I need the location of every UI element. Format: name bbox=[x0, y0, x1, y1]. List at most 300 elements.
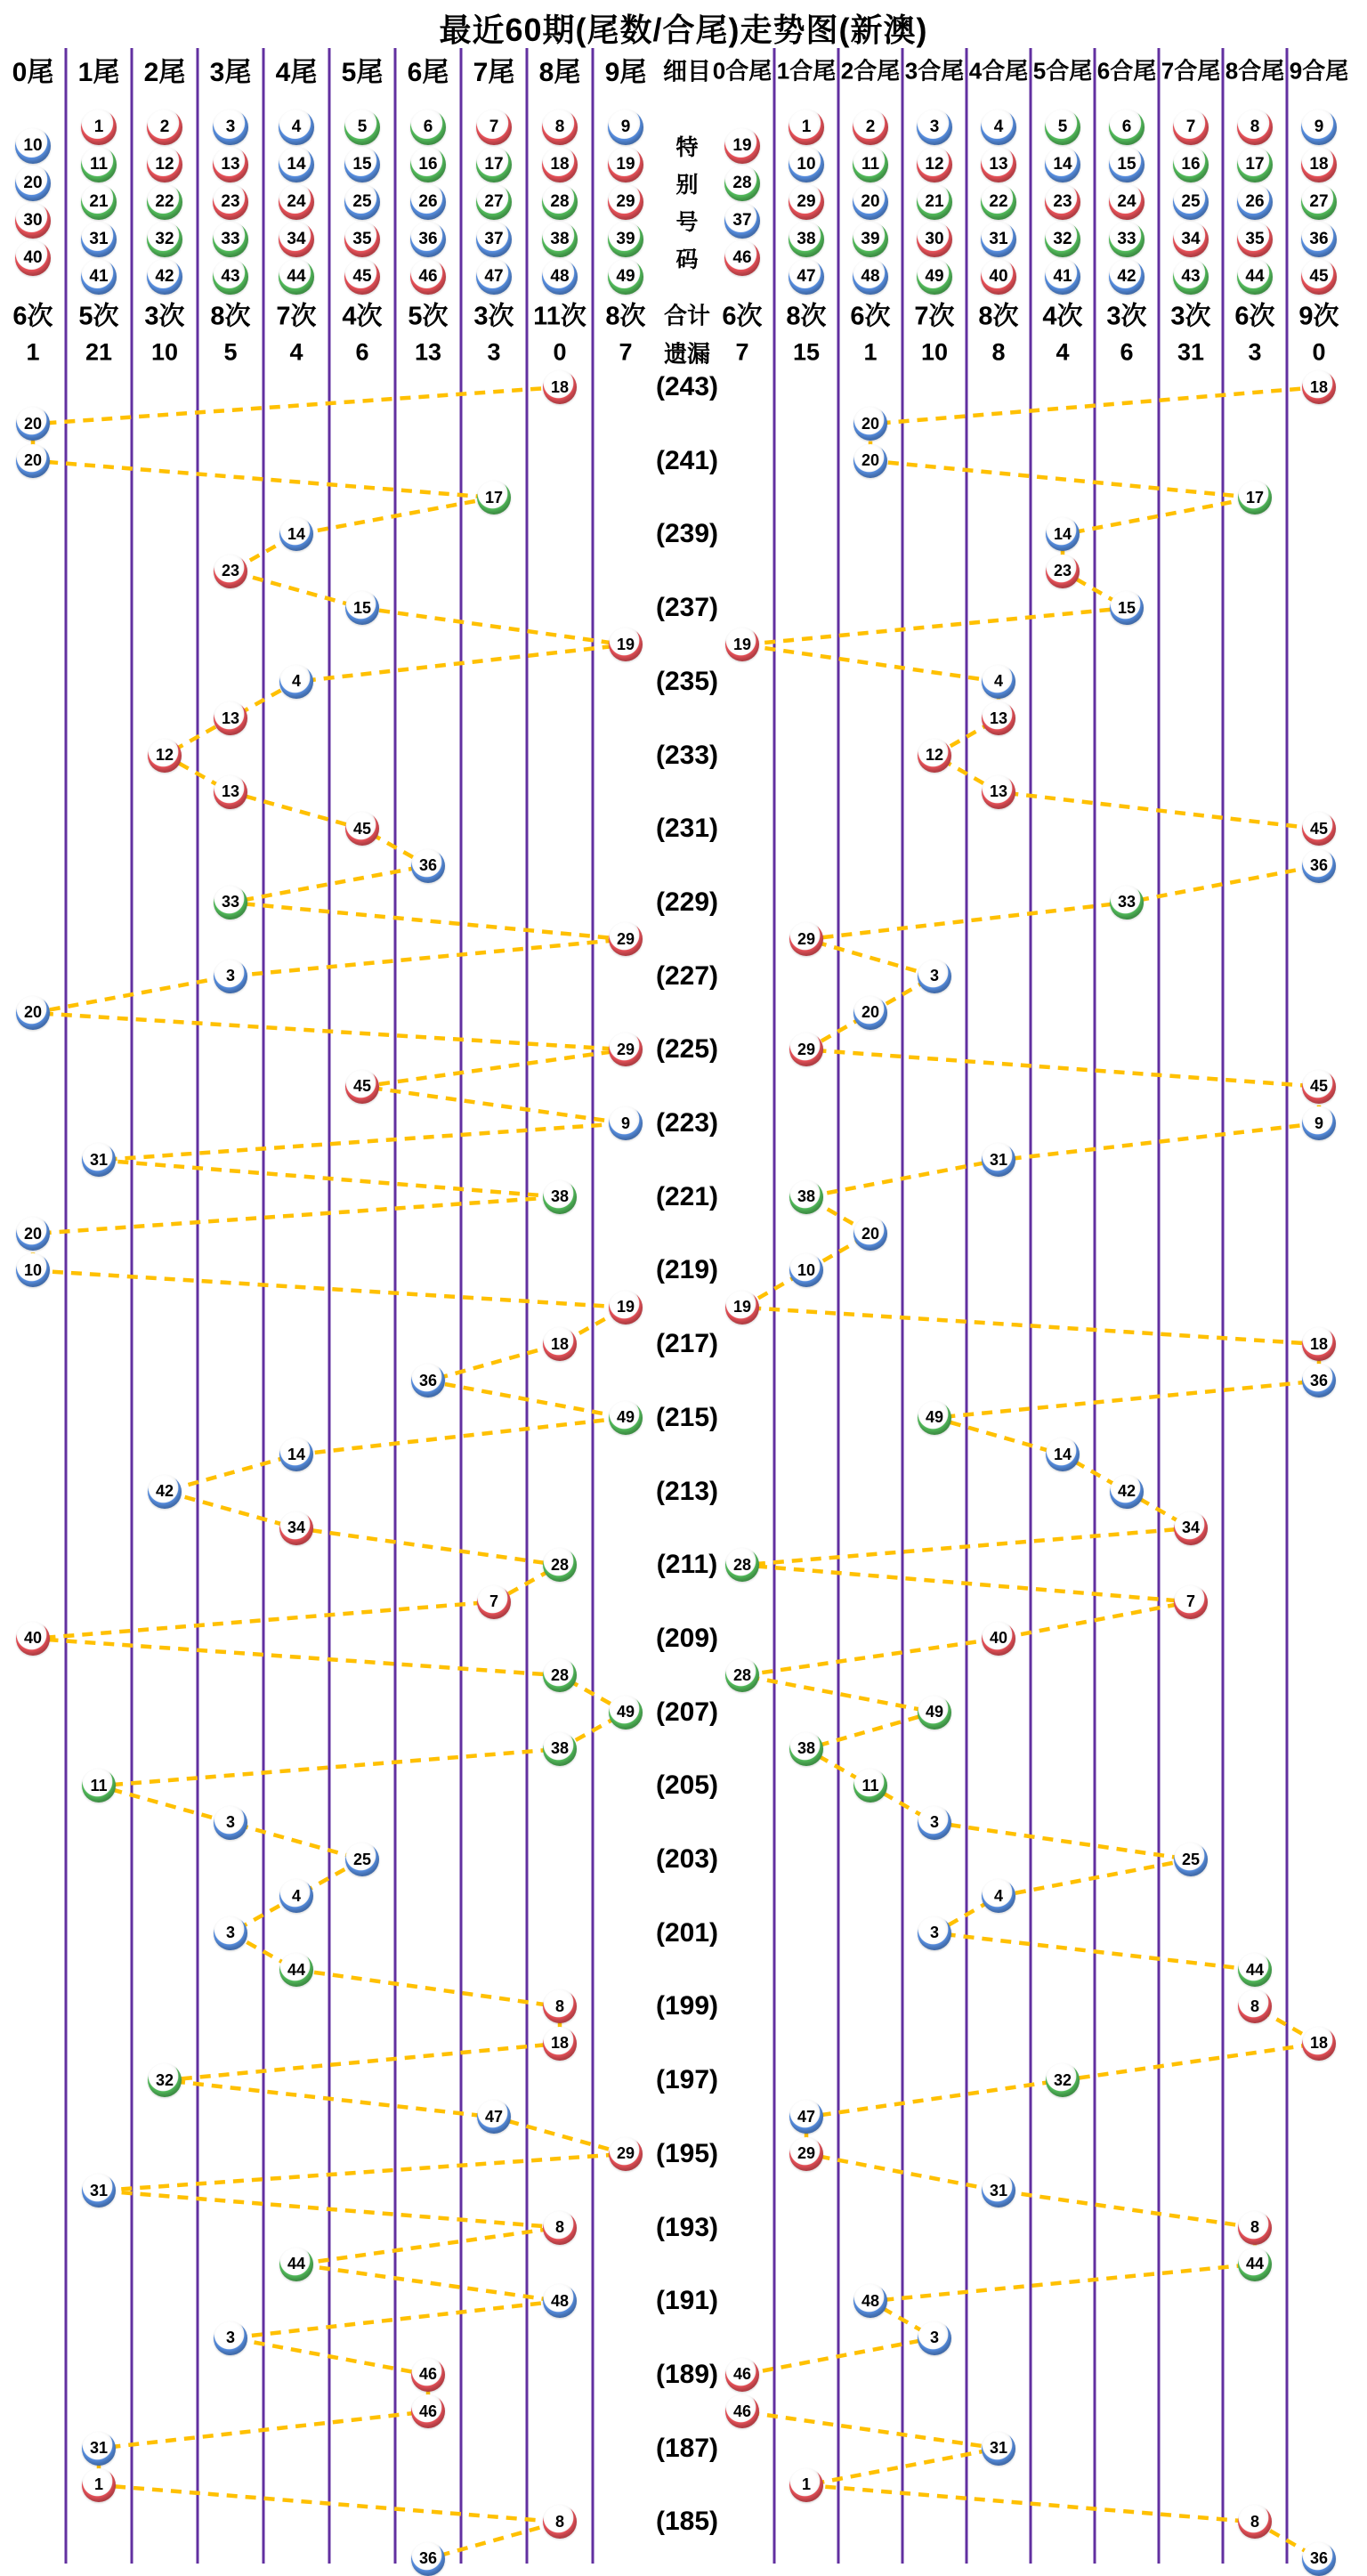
header-ball: 41 bbox=[81, 259, 117, 295]
special-number-label-char: 特 bbox=[675, 135, 699, 160]
column-header-sumtail-5: 5合尾 bbox=[1032, 57, 1093, 85]
column-header-tail-7: 7尾 bbox=[473, 58, 515, 87]
draw-ball-sumtail: 14 bbox=[1046, 517, 1080, 551]
column-header-tail-9: 9尾 bbox=[604, 58, 647, 87]
tail-miss-value: 6 bbox=[355, 338, 369, 366]
period-label: (243) bbox=[655, 372, 719, 401]
column-header-tail-4: 4尾 bbox=[275, 58, 318, 87]
draw-ball-sumtail: 48 bbox=[853, 2284, 887, 2318]
draw-ball-tail: 29 bbox=[609, 922, 643, 956]
header-ball: 38 bbox=[789, 222, 824, 257]
header-ball: 8 bbox=[542, 109, 578, 145]
period-label: (189) bbox=[655, 2359, 719, 2389]
draw-ball-sumtail: 9 bbox=[1302, 1106, 1336, 1140]
sumtail-miss-value: 10 bbox=[920, 338, 949, 366]
draw-ball-tail: 11 bbox=[82, 1769, 116, 1802]
draw-ball-sumtail: 33 bbox=[1110, 886, 1144, 919]
header-ball: 29 bbox=[789, 184, 824, 220]
draw-ball-sumtail: 46 bbox=[725, 2358, 759, 2392]
header-ball: 3 bbox=[213, 109, 248, 145]
header-ball: 14 bbox=[1045, 147, 1080, 182]
draw-ball-sumtail: 38 bbox=[789, 1180, 823, 1214]
draw-ball-sumtail: 18 bbox=[1302, 2027, 1336, 2061]
header-ball: 17 bbox=[1237, 147, 1273, 182]
tail-count-value: 5次 bbox=[408, 302, 449, 331]
header-ball: 17 bbox=[476, 147, 512, 182]
header-ball: 6 bbox=[1109, 109, 1145, 145]
header-ball: 1 bbox=[789, 109, 824, 145]
header-ball: 11 bbox=[81, 147, 117, 182]
draw-ball-tail: 18 bbox=[543, 370, 577, 404]
header-ball: 34 bbox=[1173, 222, 1209, 257]
column-header-tail-2: 2尾 bbox=[143, 58, 186, 87]
draw-ball-tail: 46 bbox=[411, 2358, 445, 2392]
total-row-label: 合计 bbox=[663, 302, 711, 329]
draw-ball-sumtail: 28 bbox=[725, 1548, 759, 1582]
header-ball: 19 bbox=[608, 147, 643, 182]
header-ball: 2 bbox=[147, 109, 182, 145]
draw-ball-tail: 49 bbox=[609, 1696, 643, 1729]
period-label: (217) bbox=[655, 1329, 719, 1359]
header-ball: 39 bbox=[608, 222, 643, 257]
draw-ball-tail: 4 bbox=[279, 1879, 313, 1913]
header-ball: 19 bbox=[724, 128, 760, 164]
special-number-label-char: 码 bbox=[675, 247, 699, 272]
header-ball: 21 bbox=[917, 184, 952, 220]
draw-ball-sumtail: 1 bbox=[789, 2468, 823, 2502]
period-label: (223) bbox=[655, 1108, 719, 1138]
header-ball: 18 bbox=[542, 147, 578, 182]
tail-count-value: 5次 bbox=[78, 302, 119, 331]
header-ball: 3 bbox=[917, 109, 952, 145]
header-ball: 30 bbox=[15, 203, 51, 239]
draw-ball-tail: 15 bbox=[345, 591, 379, 625]
draw-ball-sumtail: 8 bbox=[1238, 2505, 1272, 2539]
sumtail-count-value: 8次 bbox=[978, 302, 1019, 331]
draw-ball-sumtail: 8 bbox=[1238, 1989, 1272, 2023]
sumtail-count-value: 3次 bbox=[1106, 302, 1147, 331]
page-title: 最近60期(尾数/合尾)走势图(新澳) bbox=[439, 12, 928, 48]
header-ball: 15 bbox=[1109, 147, 1145, 182]
tail-count-value: 3次 bbox=[473, 302, 514, 331]
tail-miss-value: 3 bbox=[487, 338, 501, 366]
draw-ball-tail: 31 bbox=[82, 1143, 116, 1177]
header-ball: 7 bbox=[476, 109, 512, 145]
draw-ball-sumtail: 34 bbox=[1174, 1511, 1208, 1545]
period-label: (213) bbox=[655, 1476, 719, 1506]
draw-ball-tail: 49 bbox=[609, 1401, 643, 1435]
header-ball: 10 bbox=[15, 128, 51, 164]
draw-ball-sumtail: 4 bbox=[982, 1879, 1015, 1913]
tail-count-value: 8次 bbox=[605, 302, 646, 331]
header-ball: 7 bbox=[1173, 109, 1209, 145]
header-ball: 28 bbox=[724, 166, 760, 201]
draw-ball-tail: 36 bbox=[411, 2542, 445, 2576]
sumtail-miss-value: 8 bbox=[991, 338, 1006, 366]
header-ball: 23 bbox=[1045, 184, 1080, 220]
header-ball: 6 bbox=[410, 109, 446, 145]
miss-row-label: 遗漏 bbox=[663, 340, 711, 368]
special-number-label-char: 别 bbox=[675, 173, 699, 198]
sumtail-miss-value: 1 bbox=[863, 338, 878, 366]
draw-ball-sumtail: 20 bbox=[853, 1217, 887, 1251]
header-ball: 1 bbox=[81, 109, 117, 145]
header-ball: 13 bbox=[981, 147, 1016, 182]
draw-ball-tail: 23 bbox=[214, 555, 247, 588]
draw-ball-tail: 4 bbox=[279, 665, 313, 699]
draw-ball-tail: 46 bbox=[411, 2394, 445, 2428]
header-ball: 41 bbox=[1045, 259, 1080, 295]
draw-ball-tail: 3 bbox=[214, 2321, 247, 2355]
draw-ball-sumtail: 47 bbox=[789, 2100, 823, 2134]
column-header-sumtail-6: 6合尾 bbox=[1096, 57, 1157, 85]
draw-ball-sumtail: 49 bbox=[918, 1401, 951, 1435]
draw-ball-tail: 19 bbox=[609, 628, 643, 661]
draw-ball-sumtail: 19 bbox=[725, 1291, 759, 1324]
draw-ball-tail: 36 bbox=[411, 849, 445, 883]
header-ball: 43 bbox=[1173, 259, 1209, 295]
draw-ball-tail: 20 bbox=[16, 444, 50, 478]
sumtail-miss-value: 31 bbox=[1177, 338, 1205, 366]
draw-ball-sumtail: 44 bbox=[1238, 2248, 1272, 2281]
draw-ball-sumtail: 3 bbox=[918, 1806, 951, 1840]
column-header-sumtail-7: 7合尾 bbox=[1161, 57, 1221, 85]
header-ball: 42 bbox=[147, 259, 182, 295]
draw-ball-sumtail: 7 bbox=[1174, 1585, 1208, 1619]
draw-ball-sumtail: 4 bbox=[982, 665, 1015, 699]
header-ball: 12 bbox=[147, 147, 182, 182]
header-ball: 25 bbox=[344, 184, 380, 220]
draw-ball-tail: 20 bbox=[16, 407, 50, 441]
header-ball: 47 bbox=[789, 259, 824, 295]
period-label: (193) bbox=[655, 2212, 719, 2242]
draw-ball-sumtail: 11 bbox=[853, 1769, 887, 1802]
draw-ball-sumtail: 3 bbox=[918, 1916, 951, 1950]
tail-count-value: 11次 bbox=[533, 302, 586, 331]
draw-ball-tail: 20 bbox=[16, 1217, 50, 1251]
draw-ball-tail: 13 bbox=[214, 701, 247, 735]
draw-ball-tail: 9 bbox=[609, 1106, 643, 1140]
header-ball: 21 bbox=[81, 184, 117, 220]
period-label: (237) bbox=[655, 593, 719, 623]
tail-count-value: 8次 bbox=[210, 302, 251, 331]
sumtail-count-value: 9次 bbox=[1298, 302, 1339, 331]
special-number-label-char: 号 bbox=[675, 210, 699, 235]
draw-ball-tail: 12 bbox=[148, 739, 182, 773]
header-ball: 37 bbox=[476, 222, 512, 257]
draw-ball-tail: 1 bbox=[82, 2468, 116, 2502]
period-label: (241) bbox=[655, 445, 719, 475]
header-ball: 39 bbox=[853, 222, 888, 257]
draw-ball-tail: 7 bbox=[477, 1585, 511, 1619]
column-header-tail-0: 0尾 bbox=[12, 58, 54, 87]
tail-miss-value: 10 bbox=[150, 338, 179, 366]
draw-ball-sumtail: 29 bbox=[789, 922, 823, 956]
header-ball: 20 bbox=[15, 166, 51, 201]
header-ball: 2 bbox=[853, 109, 888, 145]
period-label: (205) bbox=[655, 1770, 719, 1801]
header-ball: 18 bbox=[1301, 147, 1337, 182]
header-ball: 9 bbox=[1301, 109, 1337, 145]
header-ball: 38 bbox=[542, 222, 578, 257]
column-header-sumtail-1: 1合尾 bbox=[776, 57, 837, 85]
header-ball: 8 bbox=[1237, 109, 1273, 145]
sumtail-miss-value: 3 bbox=[1248, 338, 1262, 366]
header-ball: 33 bbox=[213, 222, 248, 257]
header-ball: 48 bbox=[853, 259, 888, 295]
draw-ball-sumtail: 8 bbox=[1238, 2211, 1272, 2245]
draw-ball-sumtail: 18 bbox=[1302, 370, 1336, 404]
draw-ball-sumtail: 36 bbox=[1302, 849, 1336, 883]
draw-ball-tail: 31 bbox=[82, 2432, 116, 2466]
sumtail-count-value: 6次 bbox=[722, 302, 763, 331]
tail-miss-value: 5 bbox=[223, 338, 238, 366]
tail-miss-value: 1 bbox=[26, 338, 40, 366]
tail-count-value: 3次 bbox=[144, 302, 185, 331]
draw-ball-tail: 28 bbox=[543, 1548, 577, 1582]
draw-ball-tail: 3 bbox=[214, 960, 247, 993]
header-ball: 40 bbox=[15, 240, 51, 276]
draw-ball-sumtail: 20 bbox=[853, 996, 887, 1030]
period-label: (187) bbox=[655, 2433, 719, 2463]
draw-ball-tail: 8 bbox=[543, 2211, 577, 2245]
header-ball: 36 bbox=[410, 222, 446, 257]
draw-ball-tail: 14 bbox=[279, 1438, 313, 1471]
draw-ball-tail: 47 bbox=[477, 2100, 511, 2134]
header-ball: 16 bbox=[1173, 147, 1209, 182]
header-ball: 9 bbox=[608, 109, 643, 145]
draw-ball-tail: 18 bbox=[543, 2027, 577, 2061]
header-ball: 5 bbox=[1045, 109, 1080, 145]
header-ball: 4 bbox=[279, 109, 314, 145]
tail-count-value: 6次 bbox=[12, 302, 53, 331]
draw-ball-tail: 25 bbox=[345, 1843, 379, 1876]
draw-ball-tail: 3 bbox=[214, 1916, 247, 1950]
header-ball: 46 bbox=[410, 259, 446, 295]
draw-ball-tail: 13 bbox=[214, 775, 247, 809]
header-ball: 4 bbox=[981, 109, 1016, 145]
header-ball: 26 bbox=[410, 184, 446, 220]
header-ball: 33 bbox=[1109, 222, 1145, 257]
draw-ball-sumtail: 49 bbox=[918, 1696, 951, 1729]
tail-miss-value: 7 bbox=[619, 338, 633, 366]
draw-ball-tail: 31 bbox=[82, 2174, 116, 2207]
header-ball: 16 bbox=[410, 147, 446, 182]
header-ball: 47 bbox=[476, 259, 512, 295]
draw-ball-sumtail: 12 bbox=[918, 739, 951, 773]
header-ball: 43 bbox=[213, 259, 248, 295]
header-ball: 26 bbox=[1237, 184, 1273, 220]
sumtail-miss-value: 4 bbox=[1056, 338, 1070, 366]
draw-ball-sumtail: 14 bbox=[1046, 1438, 1080, 1471]
draw-ball-sumtail: 13 bbox=[982, 701, 1015, 735]
period-label: (215) bbox=[655, 1402, 719, 1432]
header-ball: 49 bbox=[917, 259, 952, 295]
header-ball: 5 bbox=[344, 109, 380, 145]
header-ball: 45 bbox=[1301, 259, 1337, 295]
draw-ball-tail: 34 bbox=[279, 1511, 313, 1545]
header-ball: 28 bbox=[542, 184, 578, 220]
draw-ball-sumtail: 31 bbox=[982, 2432, 1015, 2466]
draw-ball-tail: 38 bbox=[543, 1732, 577, 1766]
draw-ball-sumtail: 25 bbox=[1174, 1843, 1208, 1876]
draw-ball-tail: 29 bbox=[609, 2137, 643, 2171]
header-ball: 44 bbox=[1237, 259, 1273, 295]
draw-ball-tail: 33 bbox=[214, 886, 247, 919]
tail-miss-value: 4 bbox=[289, 338, 303, 366]
header-ball: 36 bbox=[1301, 222, 1337, 257]
draw-ball-sumtail: 44 bbox=[1238, 1953, 1272, 1987]
header-ball: 32 bbox=[147, 222, 182, 257]
header-ball: 35 bbox=[344, 222, 380, 257]
header-ball: 15 bbox=[344, 147, 380, 182]
draw-ball-sumtail: 19 bbox=[725, 628, 759, 661]
sumtail-count-value: 8次 bbox=[786, 302, 827, 331]
header-ball: 40 bbox=[981, 259, 1016, 295]
draw-ball-tail: 45 bbox=[345, 812, 379, 846]
header-ball: 14 bbox=[279, 147, 314, 182]
header-ball: 46 bbox=[724, 240, 760, 276]
tail-miss-value: 0 bbox=[553, 338, 567, 366]
sumtail-count-value: 6次 bbox=[850, 302, 891, 331]
column-header-sumtail-9: 9合尾 bbox=[1289, 57, 1349, 85]
draw-ball-sumtail: 20 bbox=[853, 407, 887, 441]
period-label: (219) bbox=[655, 1255, 719, 1285]
period-label: (229) bbox=[655, 887, 719, 917]
draw-ball-sumtail: 3 bbox=[918, 2321, 951, 2355]
draw-ball-sumtail: 40 bbox=[982, 1622, 1015, 1656]
draw-ball-sumtail: 28 bbox=[725, 1658, 759, 1692]
column-header-tail-8: 8尾 bbox=[538, 58, 581, 87]
period-label: (239) bbox=[655, 519, 719, 549]
draw-ball-sumtail: 23 bbox=[1046, 555, 1080, 588]
draw-ball-tail: 8 bbox=[543, 2505, 577, 2539]
sumtail-count-value: 7次 bbox=[914, 302, 955, 331]
draw-ball-sumtail: 45 bbox=[1302, 1070, 1336, 1104]
header-ball: 30 bbox=[917, 222, 952, 257]
header-ball: 31 bbox=[81, 222, 117, 257]
draw-ball-tail: 42 bbox=[148, 1475, 182, 1509]
draw-ball-sumtail: 15 bbox=[1110, 591, 1144, 625]
draw-ball-sumtail: 29 bbox=[789, 1033, 823, 1066]
sumtail-miss-value: 6 bbox=[1120, 338, 1134, 366]
header-ball: 37 bbox=[724, 203, 760, 239]
sumtail-count-value: 4次 bbox=[1042, 302, 1083, 331]
column-header-sumtail-2: 2合尾 bbox=[840, 57, 901, 85]
draw-ball-tail: 45 bbox=[345, 1070, 379, 1104]
period-label: (201) bbox=[655, 1917, 719, 1948]
draw-ball-tail: 44 bbox=[279, 2248, 313, 2281]
draw-ball-tail: 18 bbox=[543, 1327, 577, 1361]
sumtail-miss-value: 0 bbox=[1312, 338, 1326, 366]
draw-ball-tail: 8 bbox=[543, 1989, 577, 2023]
sumtail-count-value: 6次 bbox=[1234, 302, 1275, 331]
draw-ball-sumtail: 36 bbox=[1302, 1364, 1336, 1397]
sumtail-count-value: 3次 bbox=[1170, 302, 1211, 331]
column-header-sumtail-4: 4合尾 bbox=[968, 57, 1029, 85]
period-label: (185) bbox=[655, 2507, 719, 2537]
header-ball: 44 bbox=[279, 259, 314, 295]
column-header-sumtail-3: 3合尾 bbox=[904, 57, 965, 85]
draw-ball-sumtail: 29 bbox=[789, 2137, 823, 2171]
header-ball: 31 bbox=[981, 222, 1016, 257]
period-label: (197) bbox=[655, 2065, 719, 2095]
draw-ball-tail: 19 bbox=[609, 1291, 643, 1324]
header-ball: 25 bbox=[1173, 184, 1209, 220]
draw-ball-sumtail: 31 bbox=[982, 1143, 1015, 1177]
period-label: (195) bbox=[655, 2138, 719, 2168]
header-ball: 22 bbox=[147, 184, 182, 220]
draw-ball-tail: 44 bbox=[279, 1953, 313, 1987]
period-label: (221) bbox=[655, 1181, 719, 1211]
draw-ball-sumtail: 45 bbox=[1302, 812, 1336, 846]
draw-ball-tail: 36 bbox=[411, 1364, 445, 1397]
period-label: (209) bbox=[655, 1623, 719, 1653]
header-ball: 24 bbox=[1109, 184, 1145, 220]
header-ball: 49 bbox=[608, 259, 643, 295]
column-header-tail-6: 6尾 bbox=[407, 58, 449, 87]
period-label: (231) bbox=[655, 814, 719, 844]
draw-ball-tail: 14 bbox=[279, 517, 313, 551]
draw-ball-sumtail: 31 bbox=[982, 2174, 1015, 2207]
draw-ball-tail: 40 bbox=[16, 1622, 50, 1656]
draw-ball-sumtail: 36 bbox=[1302, 2542, 1336, 2576]
period-label: (191) bbox=[655, 2286, 719, 2316]
header-ball: 22 bbox=[981, 184, 1016, 220]
draw-ball-sumtail: 10 bbox=[789, 1253, 823, 1287]
period-label: (207) bbox=[655, 1697, 719, 1727]
header-ball: 34 bbox=[279, 222, 314, 257]
header-ball: 20 bbox=[853, 184, 888, 220]
header-ball: 27 bbox=[476, 184, 512, 220]
period-label: (203) bbox=[655, 1844, 719, 1874]
period-label: (199) bbox=[655, 1991, 719, 2021]
draw-ball-sumtail: 18 bbox=[1302, 1327, 1336, 1361]
sumtail-miss-value: 15 bbox=[792, 338, 821, 366]
draw-ball-tail: 48 bbox=[543, 2284, 577, 2318]
period-label: (233) bbox=[655, 740, 719, 770]
draw-ball-sumtail: 3 bbox=[918, 960, 951, 993]
draw-ball-tail: 3 bbox=[214, 1806, 247, 1840]
draw-ball-sumtail: 32 bbox=[1046, 2063, 1080, 2097]
sumtail-miss-value: 7 bbox=[735, 338, 749, 366]
column-header-tail-3: 3尾 bbox=[209, 58, 252, 87]
header-ball: 27 bbox=[1301, 184, 1337, 220]
draw-ball-tail: 28 bbox=[543, 1658, 577, 1692]
period-label: (225) bbox=[655, 1034, 719, 1065]
header-ball: 35 bbox=[1237, 222, 1273, 257]
draw-ball-tail: 38 bbox=[543, 1180, 577, 1214]
draw-ball-sumtail: 46 bbox=[725, 2394, 759, 2428]
draw-ball-tail: 29 bbox=[609, 1033, 643, 1066]
header-ball: 29 bbox=[608, 184, 643, 220]
header-ball: 13 bbox=[213, 147, 248, 182]
header-ball: 10 bbox=[789, 147, 824, 182]
header-ball: 42 bbox=[1109, 259, 1145, 295]
column-header-sumtail-0: 0合尾 bbox=[712, 57, 772, 85]
header-ball: 45 bbox=[344, 259, 380, 295]
period-label: (227) bbox=[655, 960, 719, 991]
column-header-sumtail-8: 8合尾 bbox=[1225, 57, 1285, 85]
tail-count-value: 7次 bbox=[276, 302, 317, 331]
header-ball: 23 bbox=[213, 184, 248, 220]
draw-ball-tail: 17 bbox=[477, 481, 511, 514]
period-label: (211) bbox=[656, 1550, 718, 1580]
header-ball: 48 bbox=[542, 259, 578, 295]
draw-ball-tail: 10 bbox=[16, 1253, 50, 1287]
draw-ball-sumtail: 13 bbox=[982, 775, 1015, 809]
tail-miss-value: 21 bbox=[85, 338, 113, 366]
